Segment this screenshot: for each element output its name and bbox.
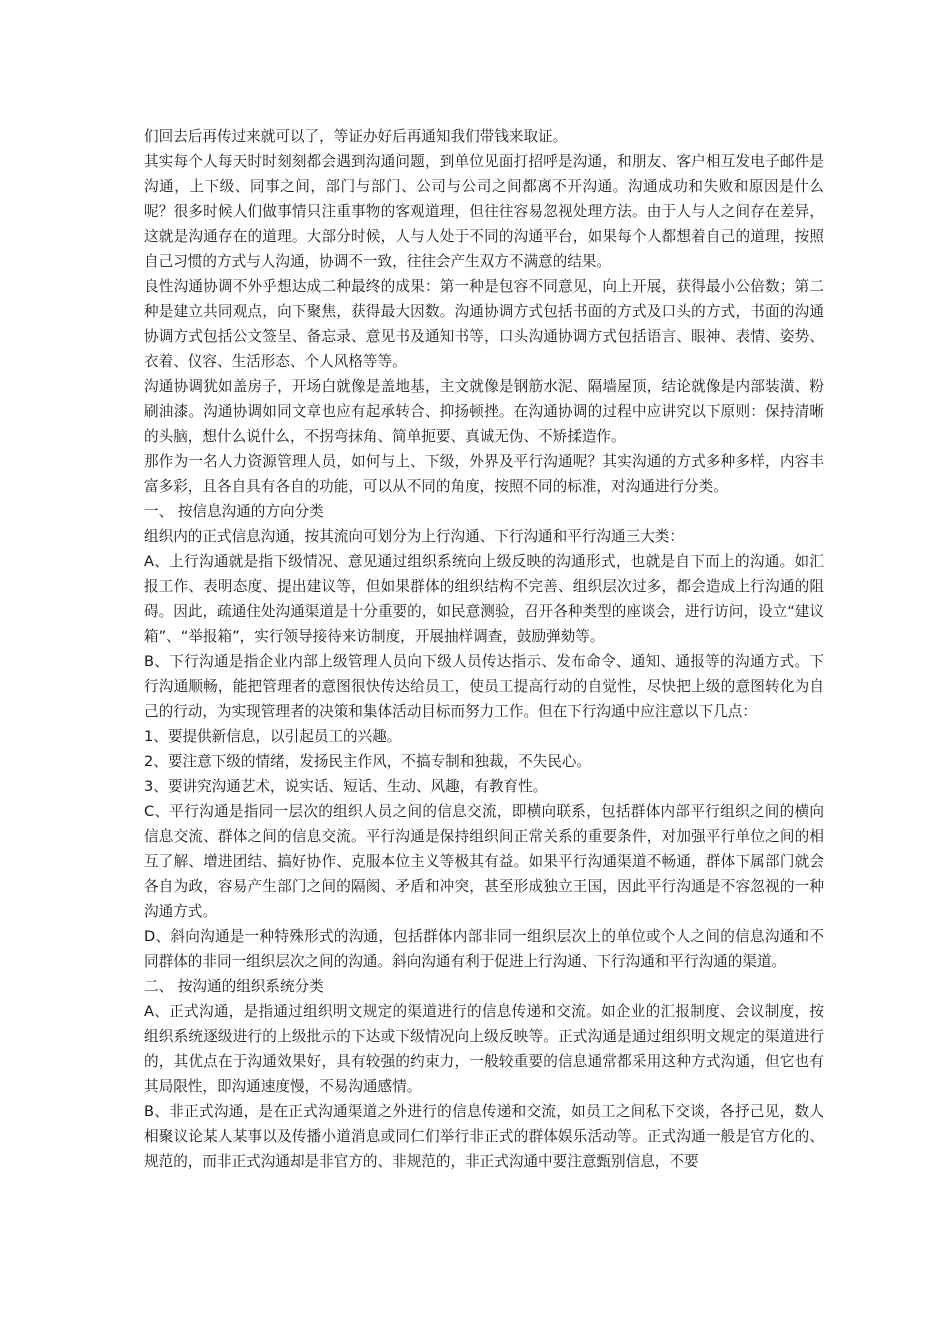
list-item-3: 3、要讲究沟通艺术，说实话、短话、生动、风趣，有教育性。	[144, 778, 548, 795]
paragraph-continuation: 们回去后再传过来就可以了，等证办好后再通知我们带钱来取证。	[144, 128, 568, 145]
section-heading-direction: 一、 按信息沟通的方向分类	[144, 503, 324, 520]
paragraph-intro: 其实每个人每天时时刻刻都会遇到沟通问题，到单位见面打招呼是沟通，和朋友、客户相互发电子邮件是沟通，上下级、同事之间，部门与部门、公司与公司之间都离不开沟通。沟通成功和失败和原因是什么呢？很多时候人们做事情只注重事物的客观道理，但往往容易忽视处理方法。由于人与人之间存在差异，这就是沟通存在的道理。大部分时候，人与人处于不同的沟通平台，如果每个人都想着自己的道理，按照自己习惯的方式与人沟通，协调不一致，往往会产生双方不满意的结果。	[144, 153, 824, 270]
paragraph-informal: B、非正式沟通，是在正式沟通渠道之外进行的信息传递和交流，如员工之间私下交谈，各抒己见，数人相聚议论某人某事以及传播小道消息或同仁们举行非正式的群体娱乐活动等。正式沟通一般是官方化的、规范的，而非正式沟通却是非官方的、非规范的，非正式沟通中要注意甄别信息，不要	[144, 1103, 824, 1170]
list-item-1: 1、要提供新信息，以引起员工的兴趣。	[144, 728, 402, 745]
paragraph-outcomes: 良性沟通协调不外乎想达成二种最终的成果：第一种是包容不同意见，向上开展，获得最小公倍数；第二种是建立共同观点，向下聚焦，获得最大因数。沟通协调方式包括书面的方式及口头的方式，书面的沟通协调方式包括公文签呈、备忘录、意见书及通知书等，口头沟通协调方式包括语言、眼神、表情、姿势、衣着、仪容、生活形态、个人风格等等。	[144, 278, 824, 370]
paragraph-analogy: 沟通协调犹如盖房子，开场白就像是盖地基，主文就像是钢筋水泥、隔墙屋顶，结论就像是内部装潢、粉刷油漆。沟通协调如同文章也应有起承转合、抑扬顿挫。在沟通协调的过程中应讲究以下原则：保持清晰的头脑，想什么说什么，不拐弯抹角、简单扼要、真诚无伪、不矫揉造作。	[144, 378, 824, 445]
paragraph-direction-intro: 组织内的正式信息沟通，按其流向可划分为上行沟通、下行沟通和平行沟通三大类：	[144, 528, 684, 545]
section-heading-system: 二、 按沟通的组织系统分类	[144, 978, 324, 995]
list-item-2: 2、要注意下级的情绪，发扬民主作风，不搞专制和独裁，不失民心。	[144, 753, 592, 770]
paragraph-downward: B、下行沟通是指企业内部上级管理人员向下级人员传达指示、发布命令、通知、通报等的沟通方式。下行沟通顺畅，能把管理者的意图很快传达给员工，使员工提高行动的自觉性，尽快把上级的意图转化为自己的行动，为实现管理者的决策和集体活动目标而努力工作。但在下行沟通中应注意以下几点：	[144, 653, 824, 720]
paragraph-classification: 那作为一名人力资源管理人员，如何与上、下级，外界及平行沟通呢？其实沟通的方式多种多样，内容丰富多彩，且各自具有各自的功能，可以从不同的角度，按照不同的标准，对沟通进行分类。	[144, 453, 824, 495]
document-body	[144, 124, 824, 1174]
paragraph-horizontal: C、平行沟通是指同一层次的组织人员之间的信息交流，即横向联系，包括群体内部平行组织之间的横向信息交流、群体之间的信息交流。平行沟通是保持组织间正常关系的重要条件，对加强平行单位之间的相互了解、增进团结、搞好协作、克服本位主义等极其有益。如果平行沟通渠道不畅通，群体下属部门就会各自为政，容易产生部门之间的隔阂、矛盾和冲突，甚至形成独立王国，因此平行沟通是不容忽视的一种沟通方式。	[144, 803, 824, 920]
paragraph-upward: A、上行沟通就是指下级情况、意见通过组织系统向上级反映的沟通形式，也就是自下而上的沟通。如汇报工作、表明态度、提出建议等，但如果群体的组织结构不完善、组织层次过多，都会造成上行沟通的阻碍。因此，疏通住处沟通渠道是十分重要的，如民意测验，召开各种类型的座谈会，进行访问，设立“建议箱”、“举报箱”，实行领导接待来访制度，开展抽样调查，鼓励弹劾等。	[144, 553, 824, 645]
paragraph-formal: A、正式沟通，是指通过组织明文规定的渠道进行的信息传递和交流。如企业的汇报制度、会议制度，按组织系统逐级进行的上级批示的下达或下级情况向上级反映等。正式沟通是通过组织明文规定的渠道进行的，其优点在于沟通效果好，具有较强的约束力，一般较重要的信息通常都采用这种方式沟通，但它也有其局限性，即沟通速度慢，不易沟通感情。	[144, 1003, 824, 1095]
paragraph-diagonal: D、斜向沟通是一种特殊形式的沟通，包括群体内部非同一组织层次上的单位或个人之间的信息沟通和不同群体的非同一组织层次之间的沟通。斜向沟通有利于促进上行沟通、下行沟通和平行沟通的渠道。	[144, 928, 824, 970]
